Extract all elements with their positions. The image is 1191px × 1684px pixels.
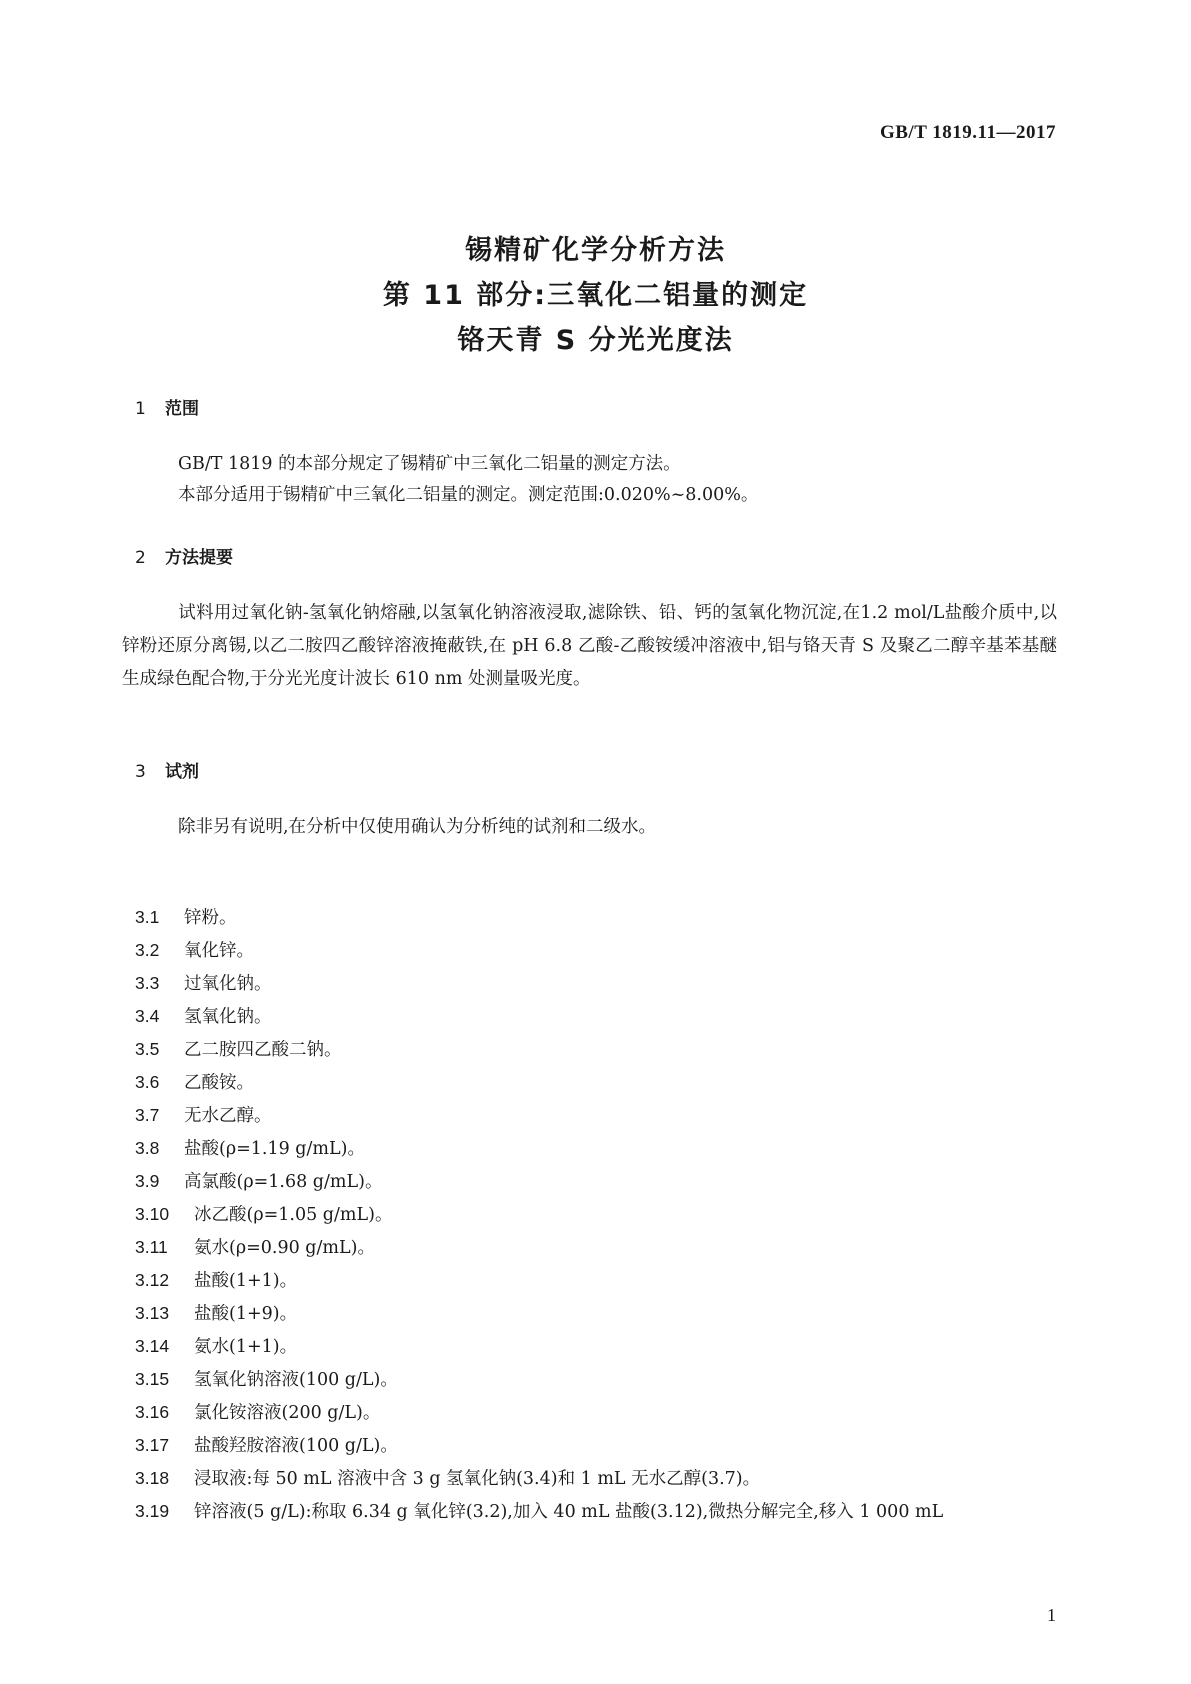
- list-item: 3.17 盐酸羟胺溶液(100 g/L)。: [135, 1435, 398, 1456]
- title-line-1: 锡精矿化学分析方法: [465, 235, 726, 266]
- list-item: 3.10 冰乙酸(ρ=1.05 g/mL)。: [135, 1204, 393, 1225]
- list-item: 3.3 过氧化钠。: [135, 973, 272, 994]
- title-line-3: 铬天青 S 分光光度法: [457, 325, 734, 356]
- list-item: 3.9 高氯酸(ρ=1.68 g/mL)。: [135, 1171, 383, 1192]
- principle-paragraph: 试料用过氧化钠-氢氧化钠熔融,以氢氧化钠溶液浸取,滤除铁、铅、钙的氢氧化物沉淀,在1.2 mol/L盐酸介质中,以锌粉还原分离锡,以乙二胺四乙酸锌溶液掩蔽铁,在 pH 6.8 乙酸-乙酸铵缓冲溶液中,铝与铬天青 S 及聚乙二醇辛基苯基醚生成绿色配合物,于分光光度计波长 610 nm 处测量吸光度。: [122, 603, 1057, 689]
- scope-paragraph-2: 本部分适用于锡精矿中三氧化二铝量的测定。测定范围:0.020%~8.00%。: [178, 485, 759, 505]
- list-item: 3.8 盐酸(ρ=1.19 g/mL)。: [135, 1138, 365, 1159]
- section-heading-principle: [135, 543, 233, 568]
- section-title: 范围: [165, 399, 199, 419]
- section-title: 方法提要: [165, 548, 233, 568]
- section-number: 3: [135, 762, 146, 782]
- list-item: 3.15 氢氧化钠溶液(100 g/L)。: [135, 1369, 398, 1390]
- list-item: 3.6 乙酸铵。: [135, 1072, 254, 1093]
- document-title: [0, 228, 1191, 363]
- list-item: 3.5 乙二胺四乙酸二钠。: [135, 1039, 342, 1060]
- reagent-list: [135, 901, 1055, 1528]
- section-heading-reagents: [135, 757, 199, 782]
- list-item: 3.1 锌粉。: [135, 907, 237, 928]
- list-item: 3.7 无水乙醇。: [135, 1105, 272, 1126]
- section-heading-scope: [135, 394, 199, 419]
- list-item: 3.2 氧化锌。: [135, 940, 254, 961]
- list-item: 3.4 氢氧化钠。: [135, 1006, 272, 1027]
- list-item: 3.11 氨水(ρ=0.90 g/mL)。: [135, 1237, 375, 1258]
- list-item: 3.18 浸取液:每 50 mL 溶液中含 3 g 氢氧化钠(3.4)和 1 mL 无水乙醇(3.7)。: [135, 1468, 761, 1489]
- standard-code: GB/T 1819.11—2017: [879, 122, 1056, 143]
- section-title: 试剂: [165, 762, 199, 782]
- section-number: 2: [135, 548, 146, 568]
- list-item: 3.16 氯化铵溶液(200 g/L)。: [135, 1402, 381, 1423]
- scope-paragraph-1: GB/T 1819 的本部分规定了锡精矿中三氧化二铝量的测定方法。: [178, 454, 681, 474]
- list-item: 3.13 盐酸(1+9)。: [135, 1303, 298, 1324]
- list-item: 3.12 盐酸(1+1)。: [135, 1270, 298, 1291]
- reagents-intro: 除非另有说明,在分析中仅使用确认为分析纯的试剂和二级水。: [178, 817, 657, 837]
- list-item: 3.14 氨水(1+1)。: [135, 1336, 298, 1357]
- page-number: 1: [1047, 1605, 1056, 1625]
- title-line-2: 第 11 部分:三氧化二铝量的测定: [382, 280, 809, 311]
- list-item: 3.19 锌溶液(5 g/L):称取 6.34 g 氧化锌(3.2),加入 40 mL 盐酸(3.12),微热分解完全,移入 1 000 mL: [135, 1501, 944, 1522]
- section-number: 1: [135, 399, 146, 419]
